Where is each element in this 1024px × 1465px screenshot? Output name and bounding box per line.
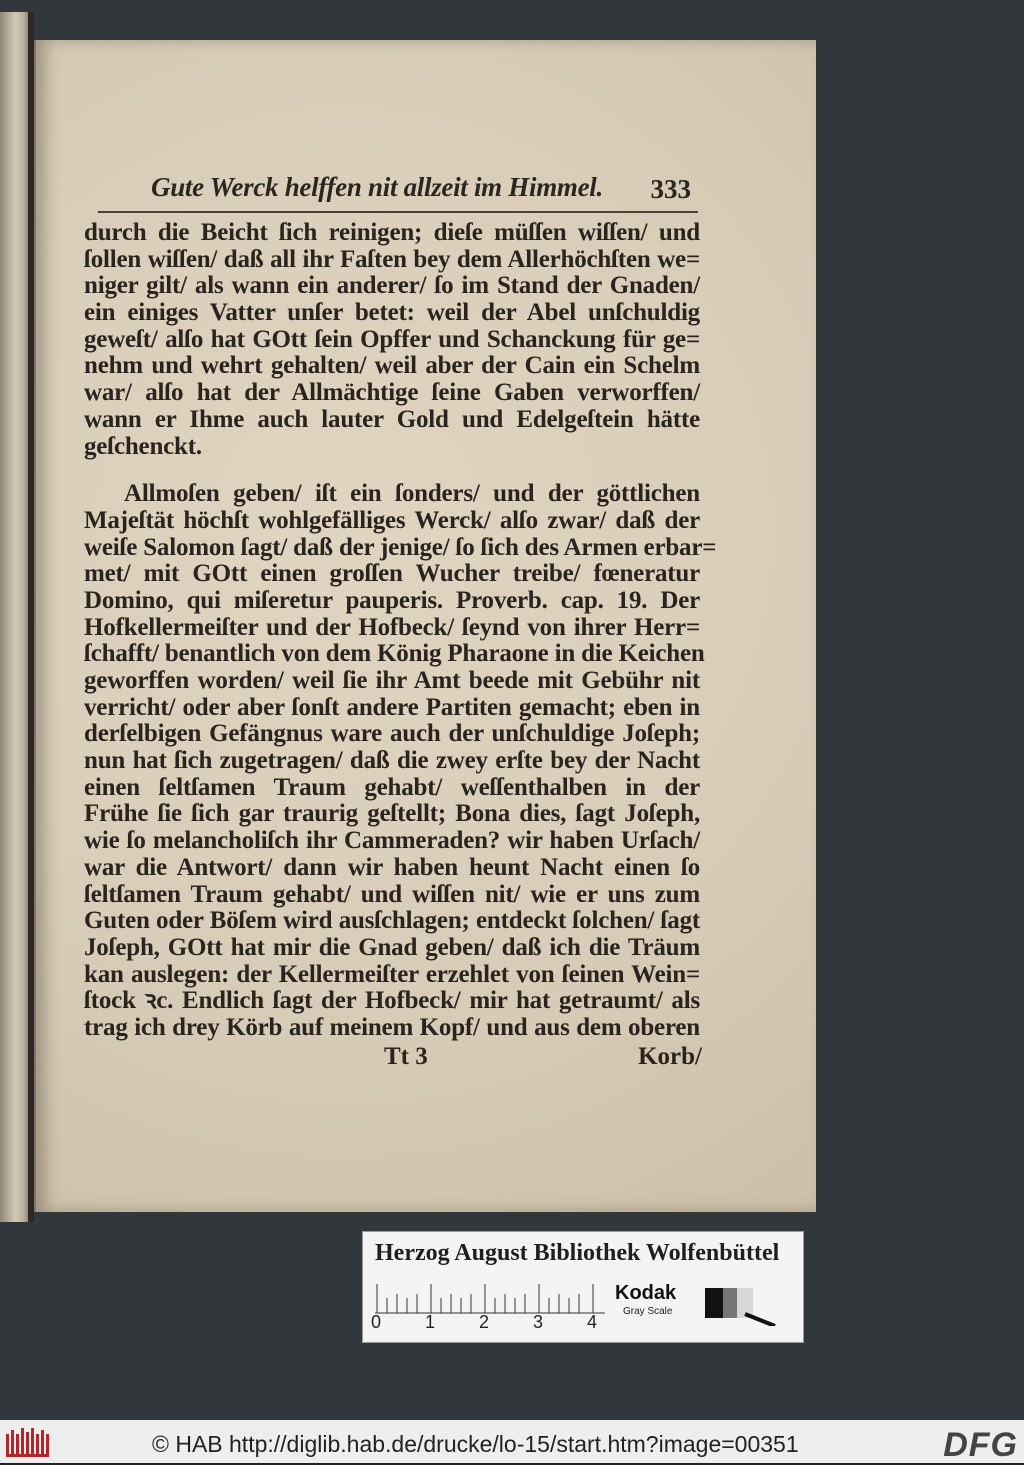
left-page-edge <box>0 12 34 1222</box>
text-line: Majeſtät höchſt wohlgefälliges Werck/ alſo zwar/ daß der <box>84 506 700 534</box>
scale-digit: 4 <box>587 1312 598 1332</box>
text-line: met/ mit GOtt einen groſſen Wucher treibe/ fœneratur <box>84 560 700 588</box>
text-line: einen ſeltſamen Traum gehabt/ weſſenthalben in der <box>84 773 700 801</box>
signature-mark: Tt 3 <box>384 1043 428 1070</box>
text-line: ſollen wiſſen/ daß all ihr Faſten bey dem Allerhöchſten we= <box>84 245 700 273</box>
text-line: niger gilt/ als wann ein anderer/ ſo im Stand der Gnaden/ <box>84 272 700 300</box>
catchline <box>384 1043 702 1075</box>
copyright-link[interactable]: © HAB http://diglib.hab.de/drucke/lo-15/start.htm?image=00351 <box>152 1431 799 1457</box>
text-line: nehm und wehrt gehalten/ weil aber der Cain ein Schelm <box>84 352 700 380</box>
gray-scale-patches-icon <box>705 1286 791 1326</box>
page-number: 333 <box>650 174 691 204</box>
body-text <box>84 219 717 1042</box>
text-line: ſeltſamen Traum gehabt/ und wiſſen nit/ wie er uns zum <box>84 880 700 908</box>
text-line: nun hat ſich zugetragen/ daß die zwey erſte bey der Nacht <box>84 747 700 775</box>
text-line: geweſt/ alſo hat GOtt ſein Opffer und Schanckung für ge= <box>84 325 700 353</box>
text-line: trag ich drey Körb auf meinem Kopf/ und aus dem oberen <box>84 1013 700 1041</box>
text-line: Guten oder Böſem wird ausſchlagen; entdeckt ſolchen/ ſagt <box>84 907 700 935</box>
library-name: Herzog August Bibliothek Wolfenbüttel <box>375 1240 780 1266</box>
text-line: durch die Beicht ſich reinigen; dieſe müſſen wiſſen/ und <box>84 219 700 246</box>
scale-digit: 1 <box>425 1312 436 1332</box>
text-line: Hofkellermeiſter und der Hofbeck/ ſeynd von ihrer Herr= <box>84 613 700 641</box>
text-line: wie ſo melancholiſch ihr Cammeraden? wir haben Urſach/ <box>84 827 700 855</box>
running-head <box>151 172 691 216</box>
text-line: geworffen worden/ weil ſie ihr Amt beede mit Gebühr nit <box>84 667 700 694</box>
text-line: Domino, qui miſeretur pauperis. Proverb. cap. 19. Der <box>84 586 700 614</box>
text-line: derſelbigen Gefängnus ware auch der unſchuldige Joſeph; <box>84 720 700 748</box>
kodak-brand: Kodak <box>615 1282 677 1304</box>
scale-digit: 2 <box>479 1312 490 1332</box>
paragraph-gap <box>84 460 700 481</box>
paragraph <box>84 480 717 1041</box>
scale-digit: 0 <box>371 1312 382 1332</box>
text-line: Allmoſen geben/ iſt ein ſonders/ und der göttlichen <box>124 480 700 508</box>
text-line: war/ alſo hat der Allmächtige ſeine Gaben verworffen/ <box>84 379 700 407</box>
dfg-logo: DFG <box>943 1426 1018 1464</box>
hab-logo-icon <box>6 1428 50 1458</box>
text-line: Frühe ſie ſich gar traurig geſtellt; Bona dies, ſagt Joſeph, <box>84 800 700 828</box>
text-line: kan auslegen: der Kellermeiſter erzehlet von ſeinen Wein= <box>84 960 700 988</box>
scale-digit: 3 <box>533 1312 544 1332</box>
color-target-card <box>362 1231 804 1343</box>
text-line: wann er Ihme auch lauter Gold und Edelgeſtein hätte <box>84 405 700 433</box>
text-line: verricht/ oder aber ſonſt andere Partiten gemacht; eben in <box>84 693 700 721</box>
text-line: geſchenckt. <box>84 432 202 460</box>
running-head-title: Gute Werck helffen nit allzeit im Himmel. <box>151 172 603 202</box>
paragraph <box>84 220 700 460</box>
text-line: Joſeph, GOtt hat mir die Gnad geben/ daß ich die Träum <box>84 933 700 961</box>
ruler-scale-icon <box>375 1284 605 1314</box>
text-line: ſchafft/ benantlich von dem König Pharaone in die Keichen <box>84 640 705 668</box>
text-line: war die Antwort/ dann wir haben heunt Nacht einen ſo <box>84 853 700 881</box>
text-line: ſtock ꝛc. Endlich ſagt der Hofbeck/ mir hat getraumt/ als <box>84 987 700 1015</box>
text-line: weiſe Salomon ſagt/ daß der jenige/ ſo ſich des Armen erbar= <box>84 533 717 561</box>
text-line: ein einiges Vatter unſer betet: weil der Abel unſchuldig <box>84 299 700 327</box>
running-head-rule <box>98 211 698 213</box>
book-page <box>34 40 816 1212</box>
catchword: Korb/ <box>638 1043 702 1070</box>
kodak-subtitle: Gray Scale <box>623 1306 673 1317</box>
